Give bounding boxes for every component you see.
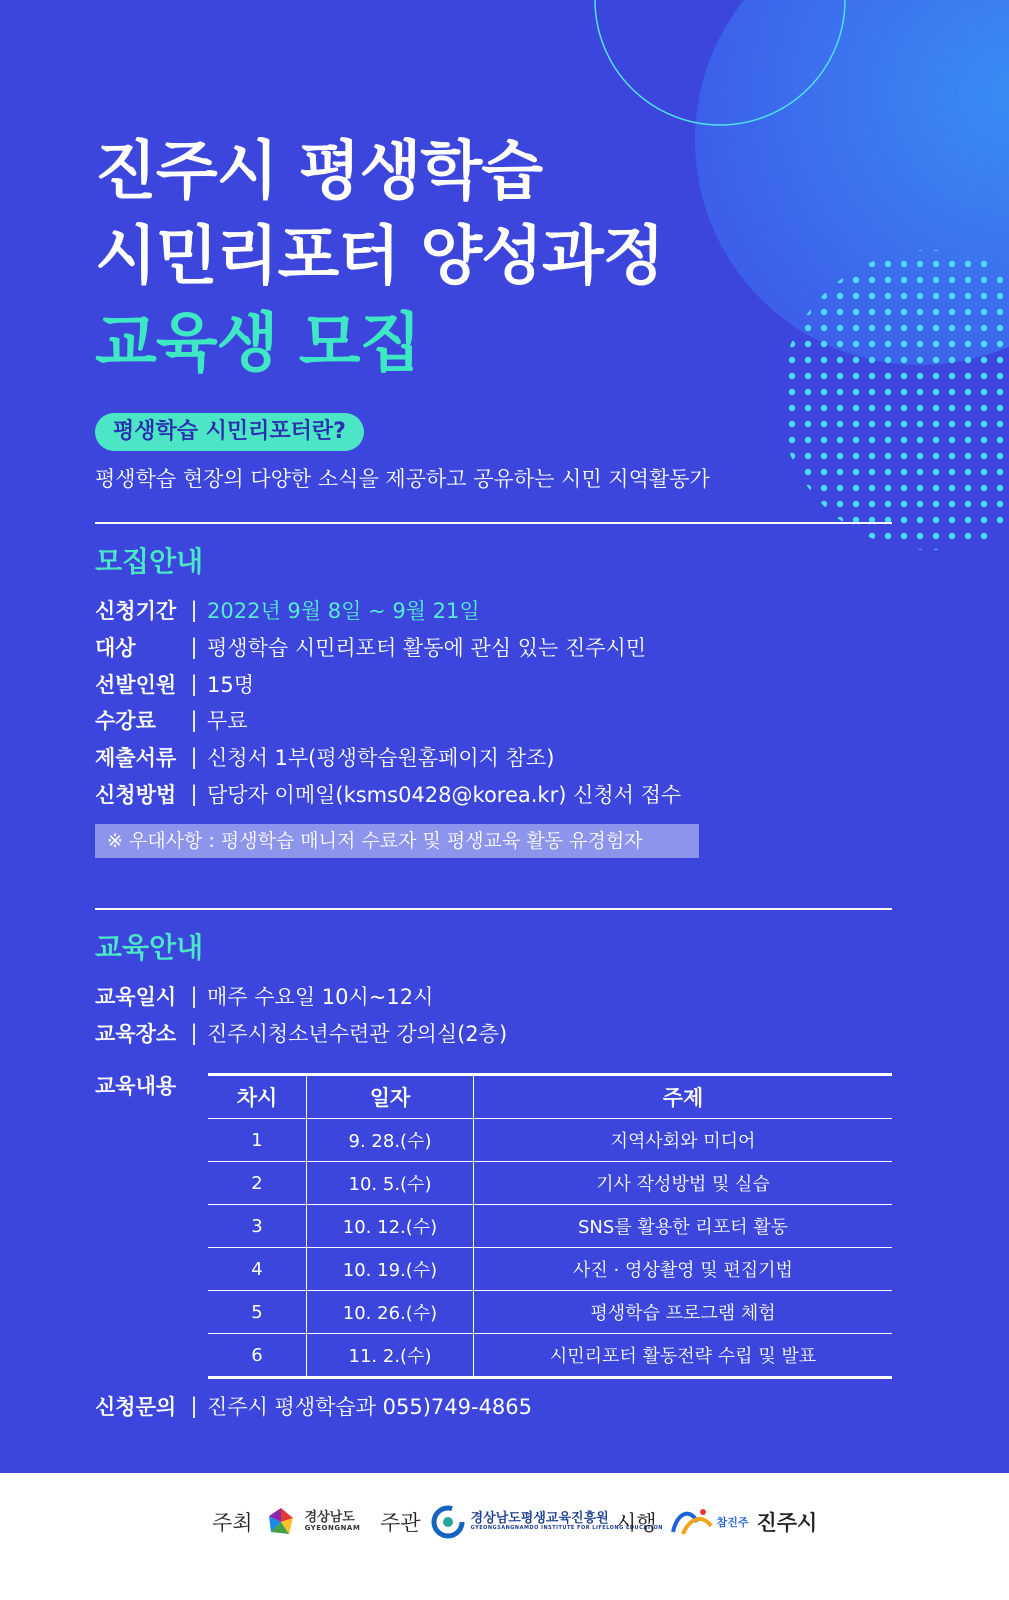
- host-name-ko: 경상남도: [304, 1510, 355, 1525]
- recruit-row-method: [95, 778, 681, 810]
- row-separator: |: [190, 1394, 198, 1418]
- schedule-table: [208, 1073, 892, 1379]
- row-label: 제출서류: [95, 746, 177, 770]
- table-row: [208, 1248, 892, 1291]
- row-label: 수강료: [95, 709, 156, 733]
- table-cell: 기사 작성방법 및 실습: [474, 1162, 893, 1205]
- row-label: 대상: [95, 636, 136, 660]
- row-label: 신청기간: [95, 599, 177, 623]
- gyeongnam-logo-icon: [263, 1504, 299, 1540]
- table-cell: 4: [208, 1248, 307, 1291]
- table-cell: 9. 28.(수): [307, 1119, 474, 1162]
- table-cell: SNS를 활용한 리포터 활동: [474, 1205, 893, 1248]
- row-value: 진주시청소년수련관 강의실(2층): [207, 1022, 508, 1046]
- title-line-1: 진주시 평생학습: [95, 135, 543, 209]
- executor-org: [616, 1505, 817, 1539]
- recruit-heading: 모집안내: [95, 545, 204, 578]
- table-row: [208, 1291, 892, 1334]
- executor-logo-text: 참진주: [716, 1516, 749, 1529]
- host-role: 주최: [212, 1511, 253, 1535]
- table-cell: 시민리포터 활동전략 수립 및 발표: [474, 1334, 893, 1378]
- table-cell: 2: [208, 1162, 307, 1205]
- table-cell: 지역사회와 미디어: [474, 1119, 893, 1162]
- table-cell: 6: [208, 1334, 307, 1378]
- table-cell: 사진 · 영상촬영 및 편집기법: [474, 1248, 893, 1291]
- recruit-row-fee: [95, 704, 248, 736]
- title-line-3: 교육생 모집: [95, 307, 421, 381]
- row-separator: |: [190, 782, 198, 806]
- table-cell: 10. 12.(수): [307, 1205, 474, 1248]
- title-line-2: 시민리포터 양성과정: [95, 220, 664, 294]
- table-row: [208, 1334, 892, 1378]
- preference-note: ※ 우대사항 : 평생학습 매니저 수료자 및 평생교육 활동 유경험자: [95, 824, 699, 858]
- recruit-row-period: [95, 594, 480, 626]
- host-name: [305, 1511, 361, 1533]
- row-label: 신청방법: [95, 783, 177, 807]
- row-separator: |: [190, 708, 198, 732]
- executor-name: 진주시: [756, 1511, 818, 1535]
- education-row-time: [95, 980, 433, 1012]
- organizer-name-ko: 경상남도평생교육진흥원: [470, 1511, 609, 1527]
- host-name-en: GYEONGNAM: [304, 1524, 361, 1533]
- table-row: [208, 1205, 892, 1248]
- decorative-background: [0, 0, 1009, 600]
- organizer-name-en: GYEONGSANGNAMDO INSTITUTE FOR LIFELONG EDUCATION: [470, 1525, 663, 1532]
- column-header: 차시: [208, 1075, 307, 1119]
- row-separator: |: [190, 598, 198, 622]
- table-cell: 10. 26.(수): [307, 1291, 474, 1334]
- row-label: 교육장소: [95, 1022, 177, 1046]
- inquiry-row: [95, 1390, 532, 1422]
- table-cell: 3: [208, 1205, 307, 1248]
- row-value: 신청서 1부(평생학습원홈페이지 참조): [207, 746, 555, 770]
- row-separator: |: [190, 635, 198, 659]
- intro-badge: 평생학습 시민리포터란?: [95, 413, 364, 451]
- row-value: 담당자 이메일(ksms0428@korea.kr) 신청서 접수: [207, 783, 682, 807]
- row-value: 평생학습 시민리포터 활동에 관심 있는 진주시민: [207, 636, 647, 660]
- table-cell: 10. 5.(수): [307, 1162, 474, 1205]
- row-separator: |: [190, 984, 198, 1008]
- row-label: 선발인원: [95, 673, 177, 697]
- education-row-place: [95, 1017, 507, 1049]
- recruit-row-target: [95, 631, 646, 663]
- row-value: 무료: [207, 709, 248, 733]
- education-heading: 교육안내: [95, 931, 204, 964]
- table-header-row: [208, 1075, 892, 1119]
- executor-role: 시행: [616, 1511, 657, 1535]
- table-cell: 1: [208, 1119, 307, 1162]
- table-cell: 11. 2.(수): [307, 1334, 474, 1378]
- row-separator: |: [190, 1021, 198, 1045]
- recruit-row-documents: [95, 741, 554, 773]
- row-separator: |: [190, 672, 198, 696]
- recruit-row-quota: [95, 668, 254, 700]
- column-header: 일자: [307, 1075, 474, 1119]
- row-value: 진주시 평생학습과 055)749-4865: [207, 1395, 533, 1419]
- intro-description: 평생학습 현장의 다양한 소식을 제공하고 공유하는 시민 지역활동가: [95, 467, 710, 491]
- table-cell: 10. 19.(수): [307, 1248, 474, 1291]
- row-value: 15명: [207, 673, 255, 697]
- education-content-label: 교육내용: [95, 1074, 177, 1098]
- row-separator: |: [190, 745, 198, 769]
- row-label: 신청문의: [95, 1395, 177, 1419]
- divider: [95, 908, 892, 910]
- table-cell: 5: [208, 1291, 307, 1334]
- institute-logo-icon: [431, 1505, 465, 1539]
- row-value: 2022년 9월 8일 ~ 9월 21일: [207, 599, 480, 623]
- column-header: 주제: [474, 1075, 893, 1119]
- table-cell: 평생학습 프로그램 체험: [474, 1291, 893, 1334]
- table-row: [208, 1119, 892, 1162]
- divider: [95, 522, 892, 524]
- organizer-role: 주관: [380, 1511, 421, 1535]
- row-label: 교육일시: [95, 985, 177, 1009]
- jinju-logo-icon: [667, 1504, 715, 1540]
- host-org: [212, 1505, 360, 1539]
- row-value: 매주 수요일 10시~12시: [207, 985, 434, 1009]
- table-row: [208, 1162, 892, 1205]
